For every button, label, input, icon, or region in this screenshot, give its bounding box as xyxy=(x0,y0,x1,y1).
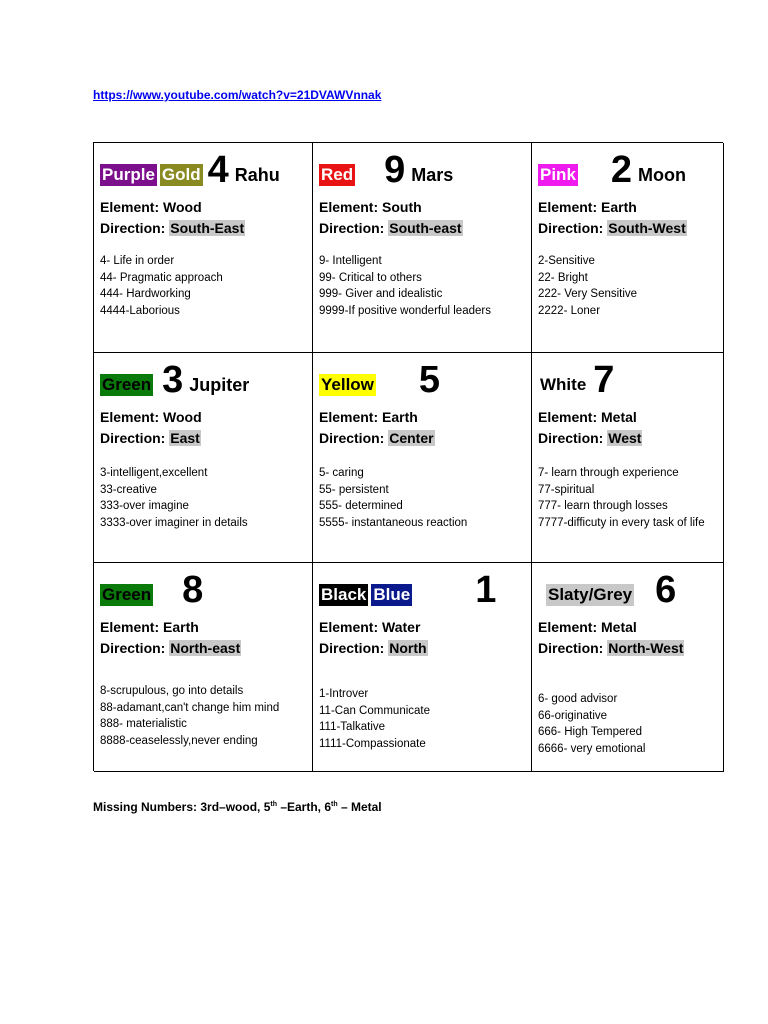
trait-item: 8888-ceaselessly,never ending xyxy=(100,734,258,747)
cell-header xyxy=(100,361,249,399)
element-value: Earth xyxy=(601,199,637,215)
trait-item: 99- Critical to others xyxy=(319,271,422,284)
direction-label: Direction: xyxy=(538,430,608,446)
trait-item: 999- Giver and idealistic xyxy=(319,288,443,300)
traits-list xyxy=(538,691,719,757)
trait-item: 777- learn through losses xyxy=(538,500,668,512)
planet-name: Rahu xyxy=(234,165,280,185)
element-label: Element: xyxy=(538,619,602,635)
element-line xyxy=(538,409,637,425)
direction-value: South-East xyxy=(170,220,245,236)
direction-label: Direction: xyxy=(538,220,608,236)
element-value: Wood xyxy=(163,409,202,425)
trait-item: 7777-difficuty in every task of life xyxy=(538,516,705,529)
element-line xyxy=(100,619,199,635)
element-line xyxy=(319,409,418,425)
cell-header xyxy=(538,151,686,189)
traits-list xyxy=(319,253,527,319)
trait-item: 888- materialistic xyxy=(100,718,187,730)
direction-label: Direction: xyxy=(100,430,170,446)
cell-header xyxy=(319,361,440,399)
grid-cell-3 xyxy=(94,353,313,563)
youtube-link[interactable]: https://www.youtube.com/watch?v=21DVAWVnnak xyxy=(93,88,382,102)
trait-item: 9999-If positive wonderful leaders xyxy=(319,304,491,317)
trait-item: 9- Intelligent xyxy=(319,255,382,267)
element-value: Earth xyxy=(163,619,199,635)
direction-value: North xyxy=(389,640,427,656)
direction-line xyxy=(100,430,201,446)
lo-shu-grid xyxy=(93,142,723,771)
grid-cell-9 xyxy=(313,143,532,353)
planet-name: Jupiter xyxy=(189,375,250,395)
cell-header xyxy=(546,571,676,609)
cell-number: 9 xyxy=(384,149,406,191)
element-line xyxy=(100,409,202,425)
trait-item: 4- Life in order xyxy=(100,255,175,267)
element-label: Element: xyxy=(100,199,164,215)
trait-item: 77-spiritual xyxy=(538,483,595,496)
trait-item: 666- High Tempered xyxy=(538,726,642,738)
cell-number: 5 xyxy=(418,359,441,401)
direction-value: East xyxy=(170,430,200,446)
direction-label: Direction: xyxy=(319,640,389,656)
direction-value: North-West xyxy=(608,640,684,656)
traits-list xyxy=(319,465,527,531)
cell-number: 4 xyxy=(207,149,229,191)
cell-number: 1 xyxy=(475,569,497,611)
element-value: Metal xyxy=(601,619,637,635)
trait-item: 1111-Compassionate xyxy=(319,737,426,750)
color-tag: Blue xyxy=(373,585,411,604)
trait-item: 4444-Laborious xyxy=(100,304,180,317)
grid-cell-2 xyxy=(532,143,724,353)
planet-name: Mars xyxy=(411,165,454,185)
cell-number: 3 xyxy=(162,359,184,401)
color-tag: Red xyxy=(321,165,354,184)
direction-value: Center xyxy=(389,430,434,446)
trait-item: 8-scrupulous, go into details xyxy=(100,685,244,697)
color-tag: Slaty/Grey xyxy=(548,585,633,604)
element-line xyxy=(319,619,420,635)
cell-number: 7 xyxy=(593,359,615,401)
element-line xyxy=(538,619,637,635)
trait-item: 3333-over imaginer in details xyxy=(100,516,248,529)
trait-item: 55- persistent xyxy=(319,483,389,496)
element-value: Earth xyxy=(382,409,418,425)
grid-cell-7 xyxy=(532,353,724,563)
traits-list xyxy=(100,465,308,531)
cell-number: 8 xyxy=(182,569,204,611)
trait-item: 22- Bright xyxy=(538,271,588,284)
cell-header xyxy=(319,151,453,189)
element-label: Element: xyxy=(100,409,164,425)
trait-item: 111-Talkative xyxy=(319,721,386,733)
cell-header xyxy=(538,361,614,399)
color-tag: Pink xyxy=(540,165,576,184)
direction-label: Direction: xyxy=(319,430,389,446)
trait-item: 222- Very Sensitive xyxy=(538,288,638,300)
direction-label: Direction: xyxy=(538,640,608,656)
direction-label: Direction: xyxy=(100,220,170,236)
color-tag: Yellow xyxy=(321,375,374,394)
grid-cell-6 xyxy=(532,563,724,772)
direction-value: South-east xyxy=(389,220,462,236)
trait-item: 5555- instantaneous reaction xyxy=(319,516,468,529)
trait-item: 6- good advisor xyxy=(538,693,618,705)
trait-item: 555- determined xyxy=(319,500,403,512)
color-tag: Black xyxy=(321,585,367,604)
direction-line xyxy=(538,640,684,656)
element-value: Water xyxy=(382,619,421,635)
traits-list xyxy=(319,686,527,752)
grid-cell-8 xyxy=(94,563,313,772)
trait-item: 66-originative xyxy=(538,709,608,722)
traits-list xyxy=(538,465,719,531)
trait-item: 7- learn through experience xyxy=(538,467,679,479)
traits-list xyxy=(538,253,719,319)
traits-list xyxy=(100,253,308,319)
trait-item: 88-adamant,can't change him mind xyxy=(100,701,280,714)
trait-item: 444- Hardworking xyxy=(100,288,191,300)
direction-line xyxy=(538,430,642,446)
trait-item: 1-Introver xyxy=(319,688,369,700)
color-tag: Green xyxy=(102,585,152,604)
direction-value: South-West xyxy=(608,220,686,236)
grid-cell-1 xyxy=(313,563,532,772)
cell-number: 6 xyxy=(655,569,677,611)
element-label: Element: xyxy=(100,619,164,635)
direction-line xyxy=(100,640,241,656)
traits-list xyxy=(100,683,308,749)
element-value: Wood xyxy=(163,199,202,215)
element-label: Element: xyxy=(319,409,383,425)
element-value: Metal xyxy=(601,409,637,425)
direction-label: Direction: xyxy=(100,640,170,656)
trait-item: 3-intelligent,excellent xyxy=(100,467,208,479)
element-line xyxy=(100,199,202,215)
cell-header xyxy=(100,151,280,189)
grid-cell-4 xyxy=(94,143,313,353)
trait-item: 6666- very emotional xyxy=(538,742,646,755)
element-label: Element: xyxy=(319,199,383,215)
direction-label: Direction: xyxy=(319,220,389,236)
direction-line xyxy=(319,430,435,446)
direction-value: West xyxy=(608,430,642,446)
direction-line xyxy=(319,220,463,236)
direction-line xyxy=(319,640,428,656)
trait-item: 11-Can Communicate xyxy=(319,704,431,717)
direction-line xyxy=(100,220,245,236)
cell-header xyxy=(100,571,203,609)
element-label: Element: xyxy=(538,409,602,425)
color-tag: Gold xyxy=(161,165,201,184)
cell-header xyxy=(319,571,496,609)
color-tag: Purple xyxy=(102,165,155,184)
trait-item: 333-over imagine xyxy=(100,500,189,512)
trait-item: 5- caring xyxy=(319,467,364,479)
grid-cell-5 xyxy=(313,353,532,563)
trait-item: 44- Pragmatic approach xyxy=(100,271,223,284)
trait-item: 2222- Loner xyxy=(538,304,601,317)
color-tag: White xyxy=(540,375,587,394)
trait-item: 2-Sensitive xyxy=(538,255,595,267)
missing-numbers-note: Missing Numbers: 3rd–wood, 5th –Earth, 6th – Metal xyxy=(93,800,382,814)
element-label: Element: xyxy=(538,199,602,215)
planet-name: Moon xyxy=(638,165,687,185)
trait-item: 33-creative xyxy=(100,483,157,496)
direction-value: North-east xyxy=(170,640,241,656)
direction-line xyxy=(538,220,687,236)
element-value: South xyxy=(382,199,422,215)
element-label: Element: xyxy=(319,619,383,635)
cell-number: 2 xyxy=(610,149,633,191)
color-tag: Green xyxy=(102,375,152,394)
element-line xyxy=(319,199,422,215)
element-line xyxy=(538,199,637,215)
